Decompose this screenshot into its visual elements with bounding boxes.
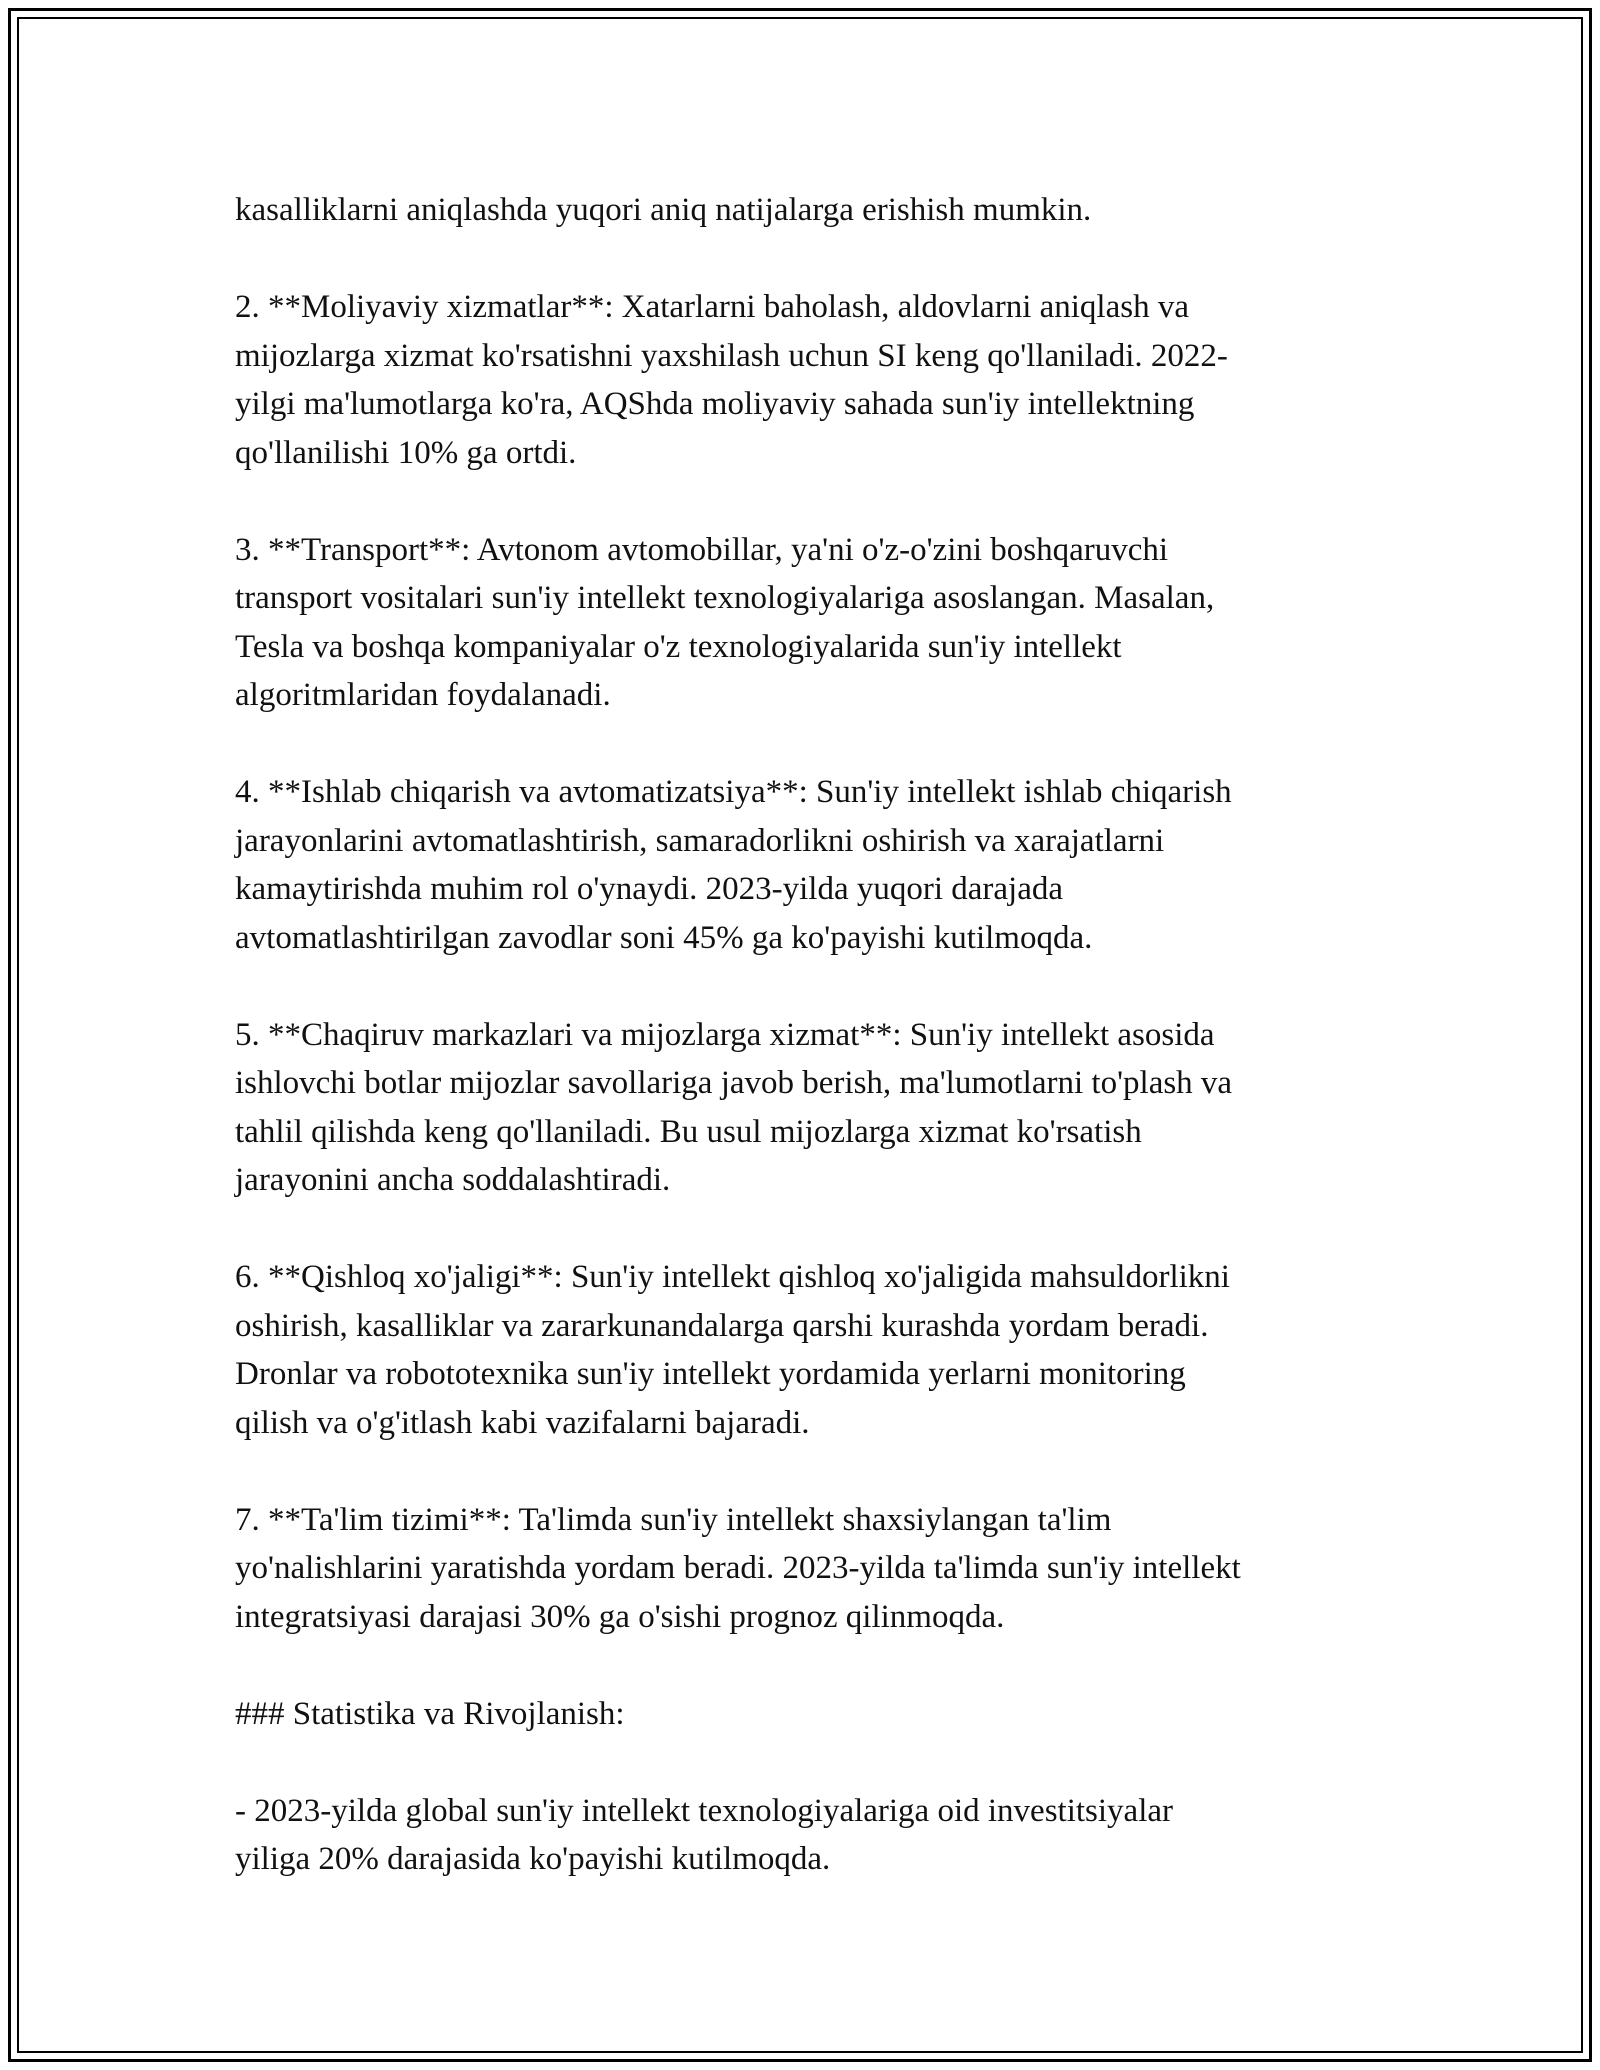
paragraph-education: 7. **Ta'lim tizimi**: Ta'limda sun'iy intellekt shaxsiylangan ta'lim yo'nalishlarini yaratishda yordam beradi. 2023-yilda ta'limda sun'iy intellekt integratsiyasi darajasi 30% ga o'sishi prognoz qilinmoqda. bbox=[235, 1501, 1241, 1635]
list-item-investment: - 2023-yilda global sun'iy intellekt texnologiyalariga oid investitsiyalar yiliga 20% darajasida ko'payishi kutilmoqda. bbox=[235, 1792, 1174, 1877]
paragraph-manufacturing: 4. **Ishlab chiqarish va avtomatizatsiya**: Sun'iy intellekt ishlab chiqarish jarayonlarini avtomatlashtirish, samaradorlikni oshirish va xarajatlarni kamaytirishda muhim rol o'ynaydi. 2023-yilda yuqori darajada avtomatlashtirilgan zavodlar soni 45% ga ko'payishi kutilmoqda. bbox=[235, 774, 1232, 956]
paragraph-call-centers: 5. **Chaqiruv markazlari va mijozlarga xizmat**: Sun'iy intellekt asosida ishlovchi botlar mijozlar savollariga javob berish, ma'lumotlarni to'plash va tahlil qilishda keng qo'llaniladi. Bu usul mijozlarga xizmat ko'rsatish jarayonini ancha soddalashtiradi. bbox=[235, 1016, 1233, 1198]
document-body bbox=[235, 186, 1365, 1884]
paragraph-financial-services: 2. **Moliyaviy xizmatlar**: Xatarlarni baholash, aldovlarni aniqlash va mijozlarga xizmat ko'rsatishni yaxshilash uchun SI keng qo'llaniladi. 2022- yilgi ma'lumotlarga ko'ra, AQShda moliyaviy sahada sun'iy intellektning qo'llanilishi 10% ga ortdi. bbox=[235, 289, 1228, 471]
section-heading-statistics: ### Statistika va Rivojlanish: bbox=[235, 1695, 625, 1732]
paragraph-intro-continuation: kasalliklarni aniqlashda yuqori aniq natijalarga erishish mumkin. bbox=[235, 192, 1092, 228]
paragraph-agriculture: 6. **Qishloq xo'jaligi**: Sun'iy intellekt qishloq xo'jaligida mahsuldorlikni oshirish, kasalliklar va zararkunandalarga qarshi kurashda yordam beradi. Dronlar va robototexnika sun'iy intellekt yordamida yerlarni monitoring qilish va o'g'itlash kabi vazifalarni bajaradi. bbox=[235, 1259, 1230, 1441]
paragraph-transport: 3. **Transport**: Avtonom avtomobillar, ya'ni o'z-o'zini boshqaruvchi transport vositalari sun'iy intellekt texnologiyalariga asoslangan. Masalan, Tesla va boshqa kompaniyalar o'z texnologiyalarida sun'iy intellekt algoritmlaridan foydalanadi. bbox=[235, 531, 1215, 713]
